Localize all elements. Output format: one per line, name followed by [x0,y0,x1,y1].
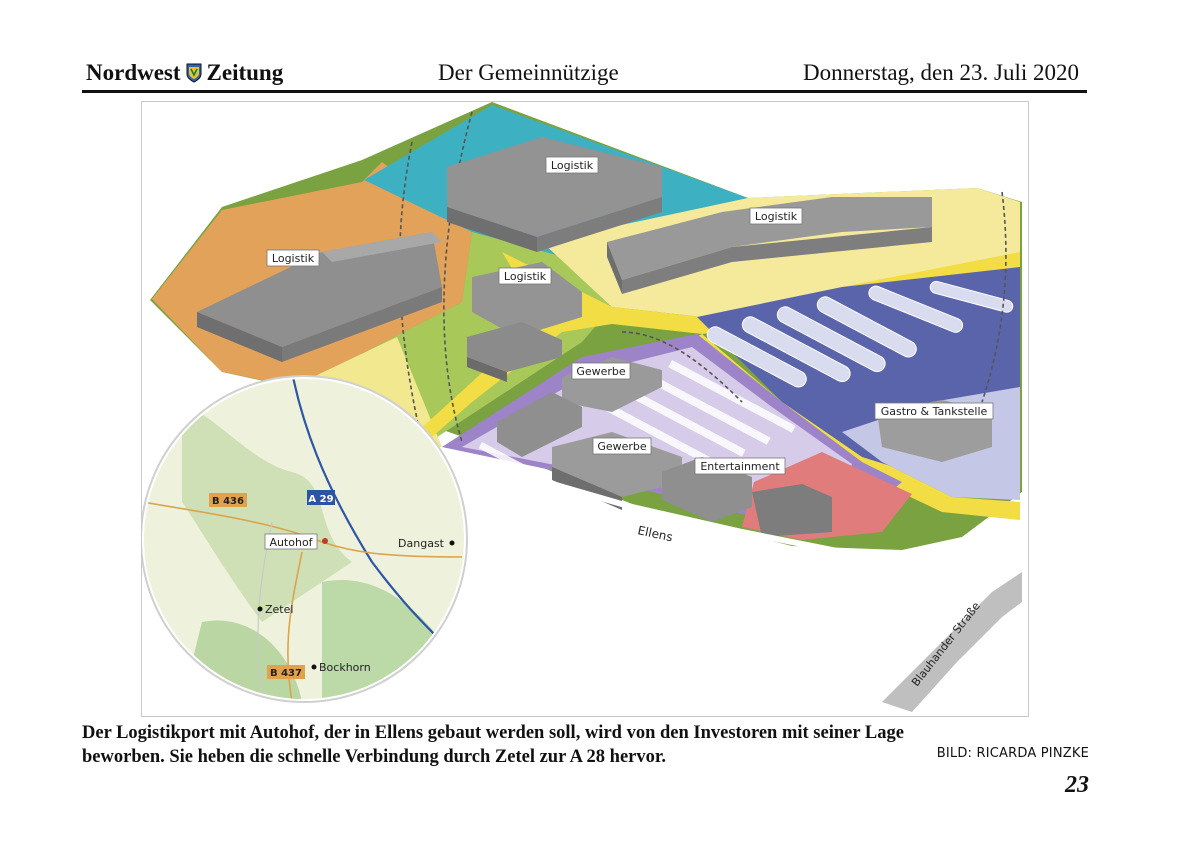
brand-name-right: Zeitung [206,60,284,85]
label-logistik-orange [267,250,319,266]
svg-text:Gastro & Tankstelle: Gastro & Tankstelle [880,405,988,418]
label-blauhander-strasse: Blauhander Straße [909,599,983,689]
label-logistik-yellow [750,208,802,224]
photo-caption [82,721,1090,769]
svg-text:Logistik: Logistik [754,210,798,223]
svg-text:A 29: A 29 [308,494,334,505]
caption-line-2: beworben. Sie heben die schnelle Verbindung durch Zetel zur A 28 hervor. [82,747,667,767]
svg-text:Zetel: Zetel [265,603,294,616]
svg-text:Entertainment: Entertainment [700,460,780,473]
svg-text:Dangast: Dangast [398,537,444,550]
masthead [82,58,1087,92]
image-credit: BILD: RICARDA PINZKE [936,746,1089,761]
map-label-b436 [209,493,247,507]
crest-icon [186,63,202,83]
caption-line-1: Der Logistikport mit Autohof, der in Ellens gebaut werden soll, wird von den Investoren mit seiner Lage [82,723,904,743]
label-gastro-tankstelle [875,403,993,419]
site-plan-illustration [142,102,1028,716]
map-label-b437 [267,665,305,679]
svg-text:Gewerbe: Gewerbe [597,440,647,453]
svg-text:Gewerbe: Gewerbe [576,365,626,378]
svg-text:B 436: B 436 [212,496,244,507]
label-ellens-road: Ellens [636,523,675,545]
site-plan-figure [141,101,1029,717]
svg-text:Logistik: Logistik [550,159,594,172]
section-title: Der Gemeinnützige [438,60,619,85]
svg-text:Autohof: Autohof [269,536,313,549]
svg-text:Bockhorn: Bockhorn [319,661,371,674]
svg-text:B 437: B 437 [270,668,302,679]
header-rule [82,90,1087,93]
newspaper-brand[interactable] [86,60,283,86]
map-label-a29 [307,490,335,505]
svg-text:Logistik: Logistik [271,252,315,265]
label-logistik-teal [546,157,598,173]
brand-name-left: Nordwest [86,60,181,85]
label-logistik-green [499,268,551,284]
label-entertainment [695,458,785,474]
svg-text:Logistik: Logistik [503,270,547,283]
page-number: 23 [1065,772,1089,798]
label-gewerbe-2 [593,438,651,454]
issue-date: Donnerstag, den 23. Juli 2020 [803,60,1079,85]
map-label-bockhorn [312,661,371,674]
label-gewerbe-1 [572,363,630,379]
